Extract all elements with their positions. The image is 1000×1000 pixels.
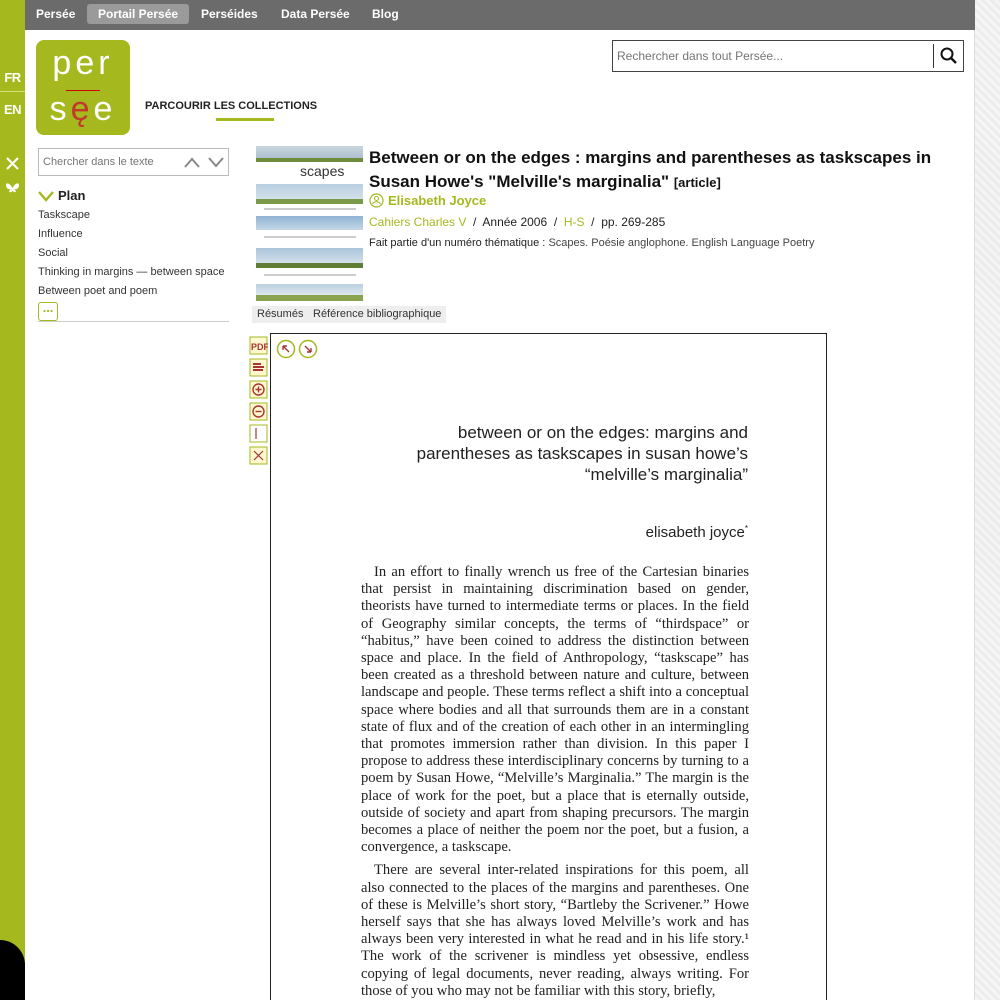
global-search-input[interactable] <box>617 47 927 65</box>
article-year: Année 2006 <box>482 215 548 229</box>
article-type: [article] <box>673 175 721 190</box>
thematic-issue: Fait partie d'un numéro thématique : Scapes. Poésie anglophone. English Language Poetry <box>369 237 815 249</box>
persee-logo[interactable] <box>36 40 130 135</box>
tab-reference-bibliographique[interactable]: Référence bibliographique <box>308 306 446 323</box>
toc-icon[interactable] <box>249 358 268 377</box>
svg-text:PDF: PDF <box>251 342 268 352</box>
logo-line2: sęe <box>49 90 117 128</box>
plan-item-influence[interactable]: Influence <box>38 228 83 240</box>
series-link[interactable]: H-S <box>563 215 585 229</box>
issue-cover-thumbnail[interactable] <box>256 146 363 301</box>
plan-list <box>38 208 224 303</box>
text-search-input[interactable] <box>43 154 178 170</box>
lang-en-link[interactable]: EN <box>3 102 22 117</box>
right-scroll-rail <box>974 0 1000 1000</box>
top-navigation <box>25 0 975 30</box>
journal-link[interactable]: Cahiers Charles V <box>369 215 467 229</box>
document-title: between or on the edges: margins and parentheses as taskscapes in susan howe’s “melville’s marginalia” <box>416 423 748 484</box>
plan-item-social[interactable]: Social <box>38 247 68 259</box>
document-viewer[interactable] <box>270 333 827 1000</box>
browse-collections-link[interactable]: PARCOURIR LES COLLECTIONS <box>145 100 318 112</box>
global-search <box>612 40 964 72</box>
next-page-icon <box>298 339 318 359</box>
article-pages: pp. 269-285 <box>601 215 666 229</box>
search-icon[interactable] <box>939 46 959 66</box>
document-body <box>361 564 749 1000</box>
plan-chevron-icon <box>38 190 54 202</box>
tab-resumes[interactable]: Résumés <box>252 306 308 323</box>
pdf-icon[interactable] <box>249 336 268 355</box>
cover-title: scapes <box>300 163 345 179</box>
plan-divider <box>38 321 229 322</box>
search-separator <box>933 44 934 68</box>
page-icon[interactable] <box>249 424 268 443</box>
close-icon[interactable] <box>249 446 268 465</box>
text-search <box>38 148 229 176</box>
article-meta: Cahiers Charles V / Année 2006 / H-S / pp. 269-285 <box>369 215 666 229</box>
plan-item-thinking-in-margins[interactable]: Thinking in margins — between space <box>38 266 225 278</box>
document-paragraph: There are several inter-related inspirations for this poem, all also connected to the places of the margins and parentheses. One of these is Melville’s short story, “Bartleby the Scrivener.” Howe herself says that she has always loved Melville’s work and has always been very interested in what he read and in his life story.¹ The work of the scrivener is mindless yet obsessive, endless copying of legal documents, never reading, always writing. For those of you who may not be familiar with this story, briefly, <box>361 862 749 999</box>
plan-item-taskscape[interactable]: Taskscape <box>38 209 90 221</box>
x-social-icon[interactable] <box>4 155 21 172</box>
author-icon <box>369 193 384 208</box>
zoom-in-icon[interactable] <box>249 380 268 399</box>
logo-line1: per <box>52 44 114 82</box>
plan-item-between-poet-and-poem[interactable]: Between poet and poem <box>38 285 158 297</box>
zoom-out-icon[interactable] <box>249 402 268 421</box>
nav-portail-persee[interactable]: Portail Persée <box>87 4 189 24</box>
nav-perseides[interactable]: Perséides <box>201 7 258 21</box>
lang-fr-link[interactable]: FR <box>0 70 25 92</box>
chevron-down-icon[interactable] <box>207 155 225 169</box>
nav-blog[interactable]: Blog <box>372 7 399 21</box>
document-paragraph: In an effort to finally wrench us free of the Cartesian binaries that persist in maintaining discrimination based on gender, theorists have turned to intermediate terms or places. In the field of Geography similar concepts, the terms of “thirdspace” or “habitus,” have been coined to address the distinction between space and place. In the field of Anthropology, “taskscape” has been created as a threshold between nature and culture, between landscape and people. These terms reflect a shift into a conceptual space where bodies and all that surrounds them are in a constant state of flux and of the creation of each other in an intermingling that promotes immersion rather than division. In this paper I propose to address these interdisciplinary concerns by turning to a poem by Susan Howe, “Melville’s Marginalia.” The margin is the place of work for the poet, but a place that is eternally outside, outside of society and apart from shaping precursors. The margin becomes a place of neither the poem nor the poet, but a fusion, a convergence, a taskscape. <box>361 564 749 856</box>
browse-underline <box>216 118 274 121</box>
article-title: Between or on the edges : margins and parentheses as taskscapes in Susan Howe's "Melville's marginalia" [article] <box>369 148 932 191</box>
nav-data-persee[interactable]: Data Persée <box>281 7 350 21</box>
left-rail <box>0 0 25 1000</box>
bluesky-icon[interactable] <box>4 180 21 197</box>
article-author[interactable]: Elisabeth Joyce <box>369 193 486 208</box>
thematic-issue-link[interactable]: Scapes. Poésie anglophone. English Language Poetry <box>548 237 815 249</box>
plan-heading[interactable]: Plan <box>38 188 85 203</box>
plan-more-button[interactable]: ... <box>38 302 58 321</box>
nav-persee[interactable]: Persée <box>36 7 76 21</box>
chevron-up-icon[interactable] <box>183 155 201 169</box>
document-author: elisabeth joyce* <box>645 524 748 541</box>
previous-page-icon <box>276 339 296 359</box>
